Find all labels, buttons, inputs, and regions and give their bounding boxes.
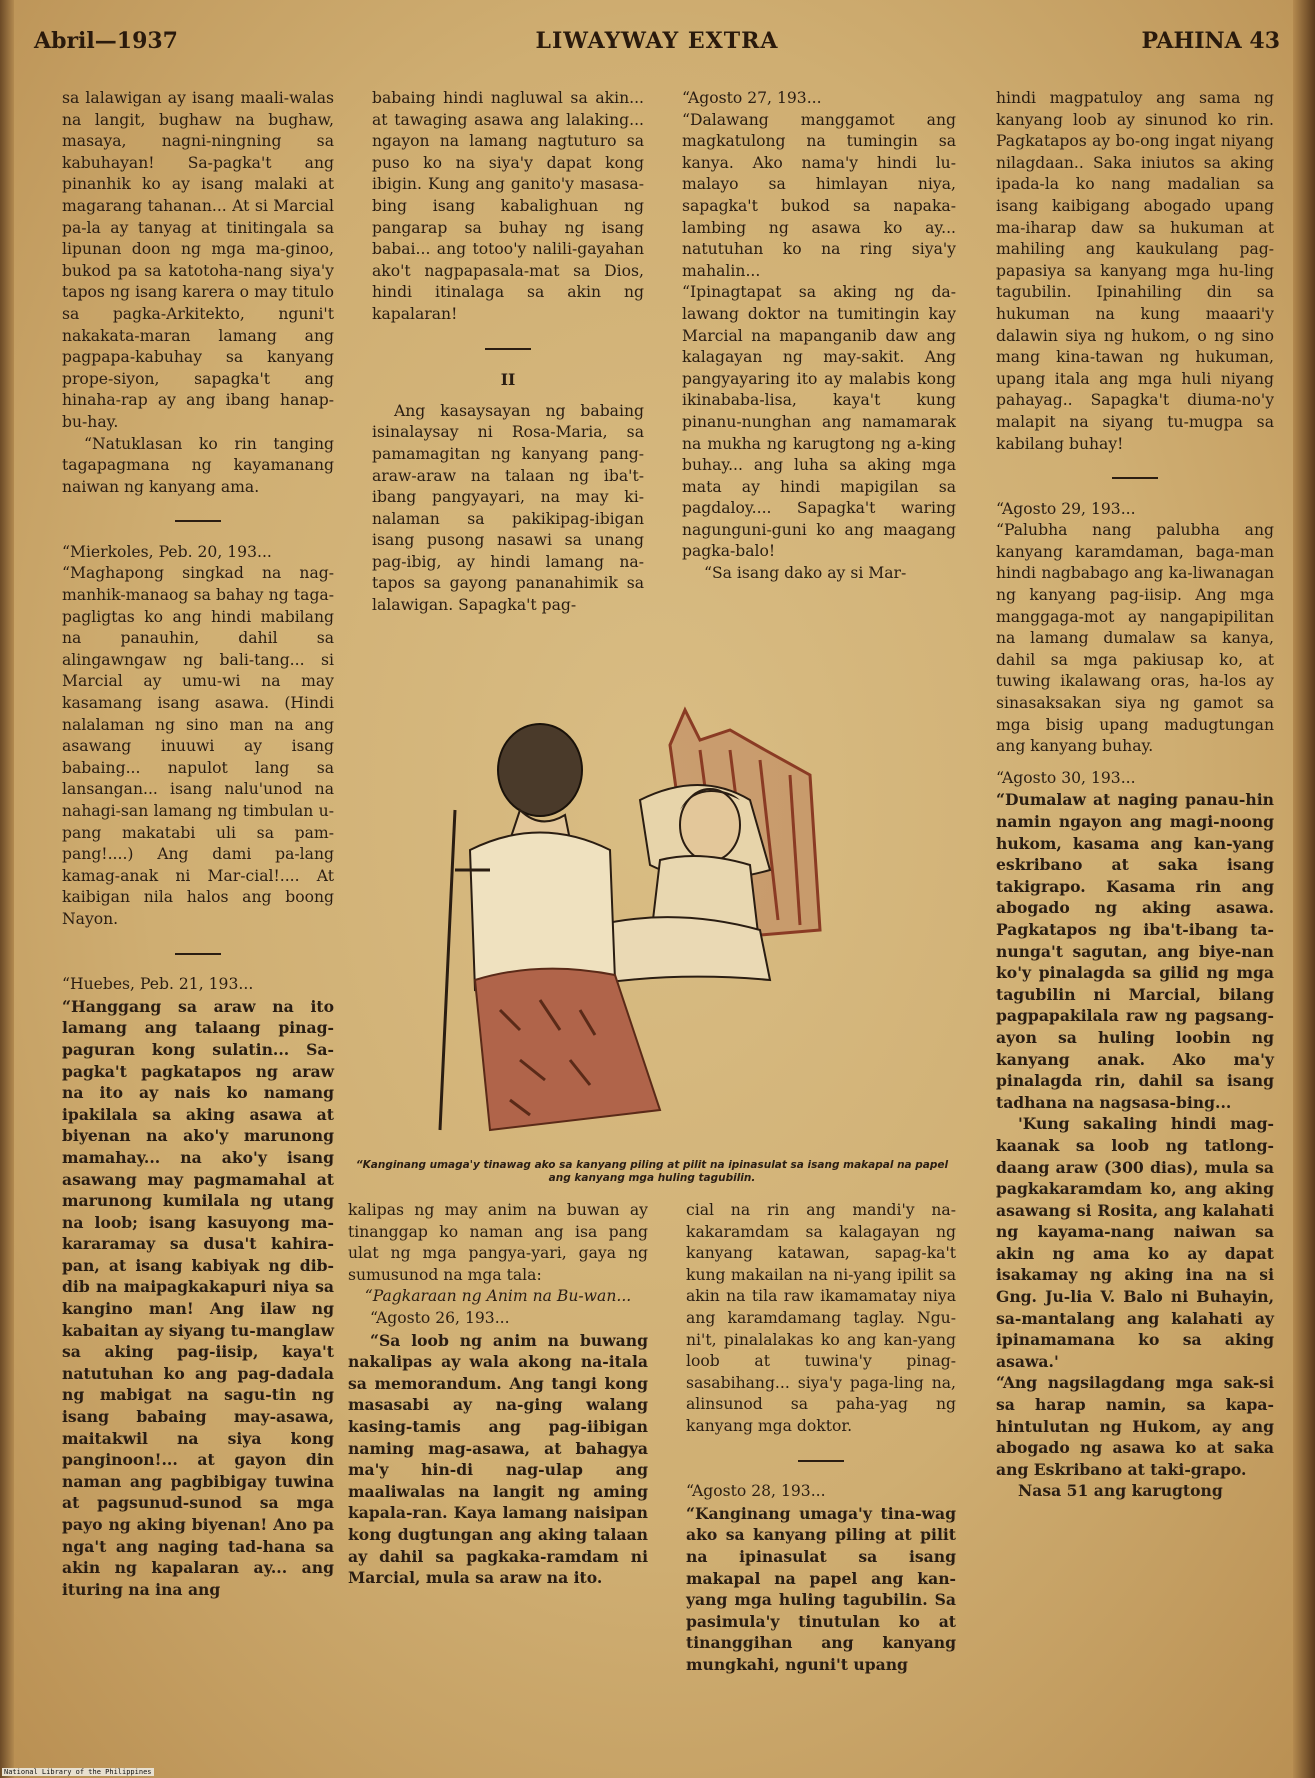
diary-date: “Agosto 30, 193... [996,768,1136,787]
column-1 [62,88,334,1600]
paragraph: “Ang nagsilagdang mga sak-si sa harap namin, sa kapa-hintulutan ng Hukom, ay ang abogado ng asawa ko at saka ang Eskribano at taki-grapo. [996,1373,1274,1479]
continued-note: Nasa 51 ang karugtong [1018,1481,1223,1501]
library-watermark: National Library of the Philippines [4,1768,152,1776]
diary-date: “Agosto 29, 193... [996,499,1136,518]
column-4 [996,88,1274,1502]
paragraph: “Dalawang manggamot ang magkatulong na tumingin sa kanya. Ako nama'y hindi lu-malayo sa himlayan niya, sapagka't bukod sa napaka-lambing ng asawa ko ay... natutuhan ko na ring siya'y mahalin... [682,110,956,280]
section-number: II [500,370,516,390]
column-2 [372,88,644,617]
column-2-lower [348,1200,648,1589]
diary-date: “Agosto 26, 193... [370,1308,510,1327]
diary-date: “Huebes, Peb. 21, 193... [62,975,254,994]
paragraph: “Sa isang dako ay si Mar- [704,564,907,583]
page-edge-left [0,0,14,1778]
diary-date: “Agosto 28, 193... [686,1482,826,1501]
paragraph: hindi magpatuloy ang sama ng kanyang loob ay sinunod ko rin. Pagkatapos ay bo-ong ingat niyang nilagdaan.. Saka iniutos sa aking ipada-la ko nang madalian sa isang kaibigang abogado upang ma-iharap daw sa hukuman at mahiling ang kaukulang pag-papasiya sa kanyang mga hu-ling tagubilin. Ipinahiling din sa hukuman na kung maaari'y dalawin siya ng hukom, o ng sino mang kina-tawan ng hukuman, upang itala ang mga huli niyang pahayag.. Sapagka't diuma-no'y malapit na siyang tu-mugpa sa kabilang buhay! [996,89,1274,453]
header-title: LIWAYWAY EXTRA [535,28,779,54]
subheading: “Pagkaraan ng Anim na Bu-wan... [364,1287,632,1306]
divider [686,1450,956,1472]
paragraph: “Natuklasan ko rin tanging tagapagmana ng kayamanang naiwan ng kanyang ama. [62,434,334,496]
paragraph: “Maghapong singkad na nag-manhik-manaog sa bahay ng taga-pagligtas ko ang hindi mabilang na panauhin, dahil sa alingawngaw ng bali-tang... si Marcial ay umu-wi na may kasamang isang asawa. (Hindi nalalaman ng sino man na ang asawang inuuwi ay isang babaing... napulot lang sa lansangan... isang nalu'unod na nahagi-san lamang ng timbulan u-pang makatabi uli sa pam-pang!....) Ang dami pa-lang kamag-anak ni Mar-cial!.... At kaibigan nila halos ang boong Nayon. [62,564,334,928]
page-edge-right [1293,0,1315,1778]
paragraph: “Palubha nang palubha ang kanyang karamdaman, baga-man hindi nagbabago ang ka-liwanagan ng kanyang pag-iisip. Ang mga manggaga-mot ay nangapipilitan na lamang dumalaw sa kanya, dahil sa mga pakiusap ko, at tuwing ikalawang oras, ha-los ay sinasaksakan siya ng gamot sa mga bisig upang madugtungan ang kanyang buhay. [996,521,1274,756]
paragraph: “Ipinagtapat sa aking ng da-lawang doktor na tumitingin kay Marcial na mapanganib daw ang kalagayan ng may-sakit. Ang pangyayaring ito ay malabis kong ikinababa-lisa, kaya't kung pinanu-nunghan ang namamarak na mukha ng karugtong ng a-king buhay... ang luha sa aking mga mata ay hindi mapigilan sa pagdaloy.... Sapagka't waring nagunguni-guni ko ang maagang pagka-balo! [682,283,956,561]
divider [996,467,1274,489]
header-page-number: PAHINA 43 [1141,28,1280,54]
paragraph: sa lalawigan ay isang maali-walas na langit, bughaw na bughaw, masaya, nagni-ningning sa kabuhayan! Sa-pagka't ang pinanhik ko ay isang malaki at magarang tahanan... At si Marcial pa-la ay tanyag at tinitingala sa lipunan doon ng mga ma-ginoo, bukod pa sa katotoha-nang siya'y tapos ng isang karera o may titulo sa pagka-Arkitekto, nguni't nakakata-maran lamang ang pagpapa-kabuhay sa kanyang prope-siyon, sapagka't ang hinaha-rap ay ang ibang hanap-bu-hay. [62,89,334,431]
paragraph: “Hanggang sa araw na ito lamang ang talaang pinag-paguran kong sulatin... Sa-pagka't pagkatapos ng araw na ito ay nais ko namang ipakilala sa aking asawa at biyenan na ako'y marunong mamahay... na ako'y isang asawang may pagmamahal at marunong kumilala ng utang na loob; isang kasuyong ma-kararamay sa dusa't kahira-pan, at isang kabiyak ng dib-dib na maipagkakapuri niya sa kangino man! Ang ilaw ng kabaitan ay siyang tu-manglaw sa aking pag-iisip, kaya't natutuhan ko ang pag-dadala ng mabigat na sagu-tin ng isang babaing may-asawa, maitakwil na siya kong panginoon!... at gayon din naman ang pagbibigay tuwina at pagsunud-sunod sa mga payo ng aking biyenan! Ano pa nga't ang naging tad-hana sa akin ng kapalaran ay... ang ituring na ina ang [62,996,334,1599]
divider [62,943,334,965]
paragraph: kalipas ng may anim na buwan ay tinanggap ko naman ang isa pang ulat ng mga pangya-yari, gaya ng sumusunod na mga tala: [348,1201,648,1284]
paragraph: Ang kasaysayan ng babaing isinalaysay ni Rosa-Maria, sa pamamagitan ng kanyang pang-araw-araw na talaan ng iba't-ibang pangyayari, na may ki-nalaman sa pakikipag-ibigan isang pusong nasawi sa unang pag-ibig, ay hindi lamang na-tapos sa gayong pananahimik sa lalawigan. Sapagka't pag- [372,401,644,615]
page-header [34,28,1280,62]
paragraph: “Kanginang umaga'y tina-wag ako sa kanyang piling at pilit na ipinasulat sa isang makapal na papel ang kan-yang mga huling tagubilin. Sa pasimula'y tinutulan ko at tinanggihan ang kanyang mungkahi, nguni't upang [686,1503,956,1674]
diary-date: “Mierkoles, Peb. 20, 193... [62,542,272,561]
column-3 [682,88,956,585]
column-3-lower [686,1200,956,1675]
paragraph: babaing hindi nagluwal sa akin... at tawaging asawa ang lalaking... ngayon na lamang nagtuturo sa puso ko na siya'y dapat kong ibigin. Kung ang ganito'y masasa-bing isang kabalighuan ng pangarap sa buhay ng isang babai... ang totoo'y nalili-gayahan ako't nagpapasala-mat sa Dios, hindi itinalaga sa akin ng kapalaran! [372,89,644,323]
divider [372,338,644,360]
paragraph: 'Kung sakaling hindi mag-kaanak sa loob ng tatlong-daang araw (300 dias), mula sa pagkakaramdam ko, ang aking asawang si Rosita, ang kalahati ng kayama-nang naiwan sa akin ng ama ko ay dapat isakamay ng aking ina na si Gng. Ju-lia V. Balo ni Buhayin, sa-mantalang ang kalahati ay ipinamamana ko sa aking asawa.' [996,1114,1274,1371]
divider [62,510,334,532]
illustration [400,690,960,1150]
paragraph: “Sa loob ng anim na buwang nakalipas ay wala akong na-itala sa memorandum. Ang tangi kong masasabi ay na-ging walang kasing-tamis ang pag-iibigan naming mag-asawa, at bahagya ma'y hin-di nag-ulap ang maaliwalas na langit ng aming kapala-ran. Kaya lamang naisipan kong dugtungan ang aking talaan ay dahil sa pagkaka-ramdam ni Marcial, mula sa araw na ito. [348,1330,648,1588]
header-date: Abril—1937 [34,28,178,54]
illustration-caption: “Kanginang umaga'y tinawag ako sa kanyang piling at pilit na ipinasulat sa isang makapal na papel ang kanyang mga huling tagubilin. [355,1159,949,1184]
paragraph: “Dumalaw at naging panau-hin namin ngayon ang magi-noong hukom, kasama ang kan-yang eskribano at saka isang takigrapo. Kasama rin ang abogado ng aking asawa. Pagkatapos ng iba't-ibang ta-nunga't sagutan, ang biye-nan ko'y pinalagda sa gilid ng mga tagubilin ni Marcial, bilang pagpapakilala raw ng pagsang-ayon sa huling loobin ng kanyang anak. Ako ma'y pinalagda rin, dahil sa isang tadhana na nagsasa-bing... [996,790,1274,1112]
diary-date: “Agosto 27, 193... [682,89,822,107]
paragraph: cial na rin ang mandi'y na-kakaramdam sa kalagayan ng kanyang katawan, sapag-ka't kung makailan na ni-yang ipilit sa akin na tila raw ikamamatay niya ang karamdamang taglay. Ngu-ni't, pinalalakas ko ang kan-yang loob at tuwina'y pinag-sasabihang... siya'y paga-ling na, alinsunod sa paha-yag ng kanyang mga doktor. [686,1201,956,1435]
